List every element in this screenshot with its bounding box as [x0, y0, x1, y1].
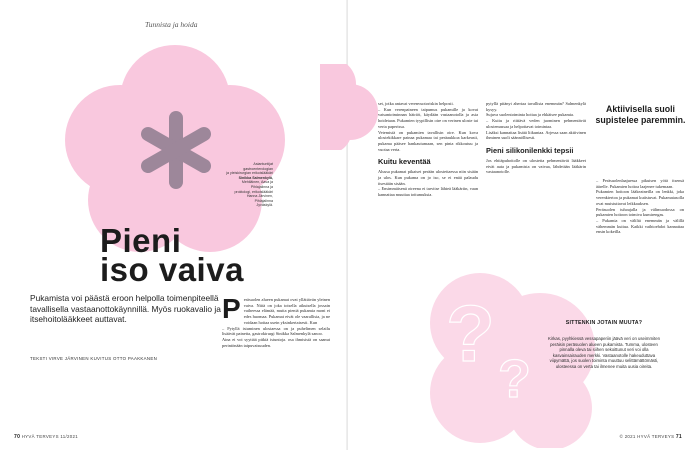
infobox-body: Kirkas, pyyhkiessä vessapaperiin jäävä veri on useimmiten peräisin peräsuolen alueen pukamista. Tumma, ulosteen pinnalla oleva tai siihen sekoittunut veri voi olla kasvainsairauden merkki. Vastaanotolle hakeuduttava viipymättä, jos suolen toiminta muuttuu selittämättömästi, ulosteessa on verta tai ilmenee muita uusia oireita.: [547, 336, 660, 369]
expert-caption: Asiantuntijat gastroenterologian ja yleiskirurgian erikoislääkäri Sinikka Salmenkylä, Mehiläinen, Aava ja Pihlajalinna ja proktologi, erikoislääkäri Hanna Järvinen, Pihlajalinna Jyväskylä.: [226, 162, 273, 208]
article-credits: TEKSTI VIRVE JÄRVINEN KUVITUS OTTO PAAKKANEN: [30, 356, 158, 361]
dropcap: P: [222, 293, 241, 324]
body-paragraph: – Pytyllä istuminen ulostaessa on ja puhelimen selailu lisäävät painetta, gastrokirurgi Sinikka Salmenkylä sanoo.: [222, 325, 330, 337]
pull-quote: Aktiivisella suoli supistelee paremmin.: [595, 104, 686, 125]
question-mark-icon: ?: [446, 289, 495, 378]
article-lead: Pukamista voi päästä eroon helpolla toimenpiteellä tavallisella vastaanottokäynnillä. Myös ruokavalio ja itsehoitolääkkeet auttavat.: [30, 293, 221, 324]
folio-right: © 2021 HYVÄ TERVEYS 71: [619, 434, 682, 440]
body-paragraph: eräsuolen alueen pukamat ovat yllättävän yleinen vaiva. Niitä on joka toisella aikuisella jossain vaiheessa elämää, mutta pieniä pukamia moni ei edes huomaa. Pukamat eivät ole vaarallisia, ja ne voidaan hoitaa usein yksinkertaisesti. Kun: [243, 297, 330, 325]
section-label: Tunnista ja hoida: [145, 20, 198, 29]
body-column-3: – Peräsuolenlaajuessa pikuisen yötä itsensä äärelle. Pukamien hoitoa laajenee tukemaan. Pukamien hoitoon lääkeaineilla on lenkki, joka verenkiertoa ja pukamat kutistuvat. Pukamatasolla ovat muistuttavat leikkauksen. Peräsuolen tuhoajalla ja välimuodossa on pukamien hoitoon toimiva kumirengas. – Pukamia on väliltä enemmän ja välillä vähemmän kuitua. Kaikki vaihtoehdot kannattaa ensin kokeilla.: [596, 178, 684, 235]
body-column-2: pytyllä pitänyt ahertaa tavallista enemmän? Salmenkylä kysyy. Sujuva suolentoiminta hoitaa ja ehkäisee pukamia. – Kuitu ja riittävä veden juominen pehmentävät ulostemassaa ja helpottavat toimintaa. Lisäksi kannattaa lisätä liikuntaa. Arjessa saan aktiivinen ihminen suoli säännöllisesti. Pieni silikonilenkki tepsii Jos ehtiäpuhoitolle on ulostetta pehmentävät lääkkeet eivät auta ja pukamista on vaivaa, lähdetään lääkärin vastaanotolle.: [486, 101, 586, 175]
body-paragraph: Aina ei voi syyttää pitkiä istuntoja. osa ihmisistä on saanut perintönään taipuvaisuuden.: [222, 336, 330, 348]
question-mark-icon: ?: [498, 349, 531, 409]
subheading: Kuitu keventää: [378, 157, 431, 167]
infobox-title: SITTENKIN JOTAIN MUUTA?: [565, 320, 643, 326]
article-title: Pieni iso vaiva: [100, 222, 244, 288]
folio-left: 70 HYVÄ TERVEYS 11/2021: [14, 434, 78, 440]
right-page: [348, 0, 696, 450]
subheading: Pieni silikonilenkki tepsii: [486, 145, 574, 155]
body-column-1: set, jotka antavat verenvuotoriskin helposti. – Kun verenpaineen taipumus pukamille ja kovat vatsantoiminnan häiriöt, käydään vastaanotolla ja asia hoidetaan. Pukamien tyypillisin oire on verinen uloste tai verta paperissa. Vetemistä on pukamien tavallisin oire. Kun kova ulostekikkare painaa pukamaa tai peräaukkoa karkeasti, pukama pääsee hankautumaan, sen pinta rikkoutuu ja vuotaa verta. Kuitu keventää Alussa pukamat pikaiset perään ulostettaessa niin sisään ja ulos. Kun pukama on jo iso, se ei enää palaudu itsestään sisään. – Ensimmäisenä oireena ei tarvitse lähteä lääkäriin, vaan kannattaa muuttaa tottumuksia.: [378, 101, 478, 198]
body-column-left: [222, 293, 330, 348]
